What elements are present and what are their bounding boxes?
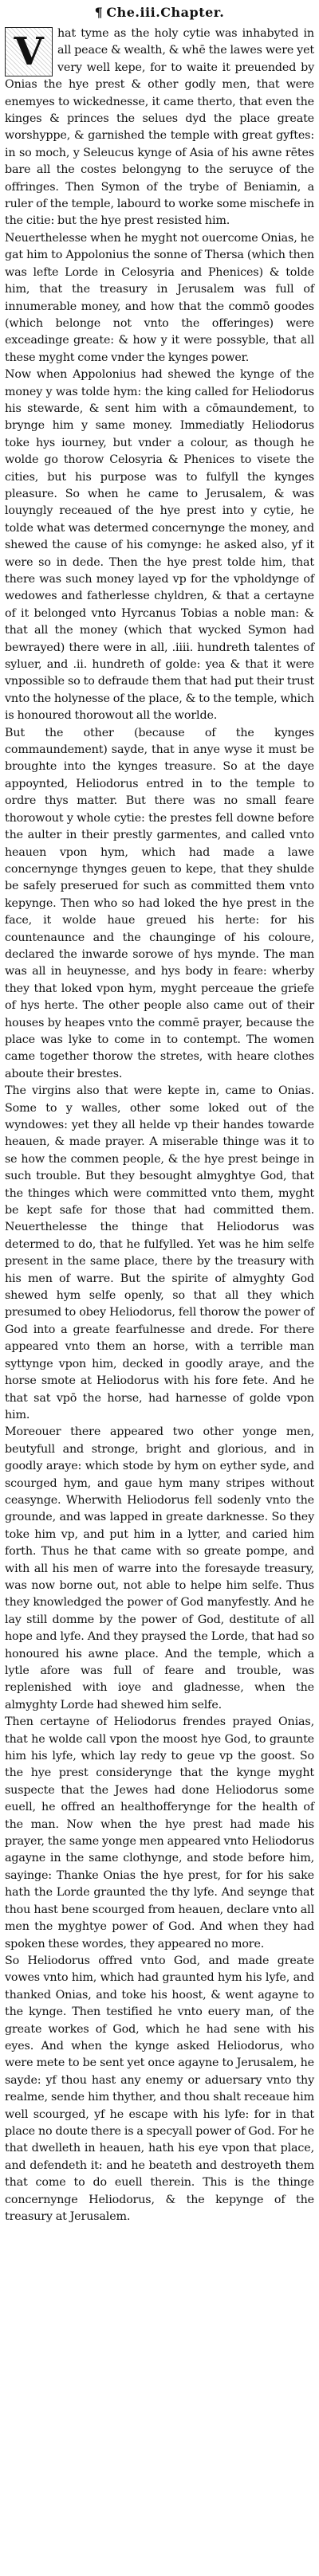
paragraph-1: hat tyme as the holy cytie was inhabyted in all peace & wealth, & whē the lawes were yet very well kepe, for to waite it preuended by Onias the hye prest & other godly men, that were enemyes to wickednesse, it came therto, that even the kinges & princes the selues dyd the place greate worshyppe, & garnished the temple with great gyftes: in so moch, y Seleucus kynge of Asia of his awne rētes bare all the costes belongyng to the seruyce of the offringes. Then Symon of the trybe of Beniamin, a ruler of the temple, labourd to worke some mischefe in the citie: but the hye prest resisted him. [5,27,314,228]
chapter-heading [5,5,314,21]
paragraph-7: Then certayne of Heliodorus frendes prayed Onias, that he wolde call vpon the moost hye God, to graunte him his lyfe, which lay redy to geue vp the goost. So the hye prest considerynge that the kynge myght suspecte that the Jewes had done Heliodorus some euell, he offred an healthofferynge for the health of the man. Now when the hye prest had made his prayer, the same yonge men appeared vnto Heliodorus agayne in the same clothynge, and stode before him, sayinge: Thanke Onias the hye prest, for for his sake hath the Lorde graunted the thy lyfe. And seynge that thou hast bene scourged from heauen, declare vnto all men the myghtye power of God. And when they had spoken these wordes, they appeared no more. [5,1715,314,1951]
paragraph-4: But the other (because of the kynges commaundement) sayde, that in anye wyse it must be broughte into the kynges treasure. So at the daye appoynted, Heliodorus entred in to the temple to ordre thys matter. But there was no small feare thorowout y whole cytie: the prestes fell downe before the aulter in their prestly garmentes, and called vnto heauen vpon hym, which had made a lawe concernynge thynges geuen to kepe, that they shulde be safely preserued for such as committed them vnto kepynge. Then who so had loked the hye prest in the face, it wolde haue greued his herte: for his countenaunce and the chaunginge of his coloure, declared the inwarde sorowe of hys mynde. The man was all in heuynesse, and hys body in feare: wherby they that loked vpon hym, myght perceaue the griefe of hys herte. The other people also came out of their houses by heapes vnto the commē prayer, because the place was lyke to come in to contempt. The women came together thorow the stretes, with heare clothes aboute their brestes. [5,726,314,1080]
pilcrow-icon: ¶ [94,5,104,20]
paragraph-6: Moreouer there appeared two other yonge men, beutyfull and stronge, bright and glorious, and in goodly araye: which stode by hym on eyther syde, and scourged hym, and gaue hym many stripes without ceasynge. Wherwith Heliodorus fell sodenly vnto the grounde, and was lapped in greate darknesse. So they toke him vp, and put him in a lytter, and caried him forth. Thus he that came with so greate pompe, and with all his men of warre into the foresayde treasury, was now borne out, not able to helpe him selfe. Thus they knowledged the power of God manyfestly. And he lay still domme by the power of God, destitute of all hope and lyfe. And they praysed the Lorde, that had so honoured his awne place. And the temple, which a lytle afore was full of feare and trouble, was replenished with ioye and gladnesse, when the almyghty Lorde had shewed him selfe. [5,1425,314,1711]
paragraph-3: Now when Appolonius had shewed the kynge of the money y was tolde hym: the king called for Heliodorus his stewarde, & sent him with a cōmaundement, to brynge him y same money. Immediatly Heliodorus toke hys iourney, but vnder a colour, as though he wolde go thorow Celosyria & Phenices to visete the cities, but his purpose was to fulfyll the kynges pleasure. So when he came to Jerusalem, & was louyngly receaued of the hye prest into y cytie, he tolde what was determed concernynge the money, and shewed the cause of his comynge: he asked also, yf it were so in dede. Then the hye prest tolde him, that there was such money layed vp for the vpholdynge of wedowes and fatherlesse chyldren, & that a certayne of it belonged vnto Hyrcanus Tobias a noble man: & that all the money (which that wycked Symon had bewrayed) there were in all, .iiii. hundreth talentes of syluer, and .ii. hundreth of golde: yea & that it were vnpossible so to defraude them that had put their trust vnto the holynesse of the place, & to the temple, which is honoured thorowout all the worlde. [5,368,314,723]
chapter-body [5,25,314,2225]
chapter-title: Che.iii.Chapter. [106,5,225,20]
paragraph-5: The virgins also that were kepte in, came to Onias. Some to y walles, other some loked out of the wyndowes: yet they all helde vp their handes towarde heauen, & made prayer. A miserable thinge was it to se how the commen people, & the hye prest beinge in such trouble. But they besought almyghtye God, that the thinges which were committed vnto them, myght be kept safe for those that had committed them. Neuerthelesse the thinge that Heliodorus was determed to do, that he fulfylled. Yet was he him selfe present in the same place, there by the treasury with his men of warre. But the spirite of almyghty God shewed hym selfe openly, so that all they which presumed to obey Heliodorus, fell thorow the power of God into a greate fearfulnesse and drede. For there appeared vnto them an horse, with a terrible man syttynge vpon him, decked in goodly araye, and the horse smote at Heliodorus with his fore fete. And he that sat vpō the horse, had harnesse of golde vpon him. [5,1084,314,1421]
paragraph-2: Neuerthelesse when he myght not ouercome Onias, he gat him to Appolonius the sonne of Thersa (which then was lefte Lorde in Celosyria and Phenices) & tolde him, that the treasury in Jerusalem was full of innumerable money, and how that the commō goodes (which belonge not vnto the offeringes) were exceadinge greate: & how y it were possyble, that all these myght come vnder the kynges power. [5,231,314,364]
decorated-initial: V [5,27,53,76]
paragraph-8: So Heliodorus offred vnto God, and made greate vowes vnto him, which had graunted hym his lyfe, and thanked Onias, and toke his hoost, & went agayne to the kynge. Then testified he vnto euery man, of the greate workes of God, which he had sene with his eyes. And when the kynge asked Heliodorus, who were mete to be sent yet once agayne to Jerusalem, he sayde: yf thou hast any enemy or aduersary vnto thy realme, sende him thyther, and thou shalt receaue him well scourged, yf he escape with his lyfe: for in that place no doute there is a specyall power of God. For he that dwelleth in heauen, hath his eye vpon that place, and defendeth it: and he beateth and destroyeth them that come to do euell therein. This is the thinge concernynge Heliodorus, & the kepynge of the treasury at Jerusalem. [5,1954,314,2223]
